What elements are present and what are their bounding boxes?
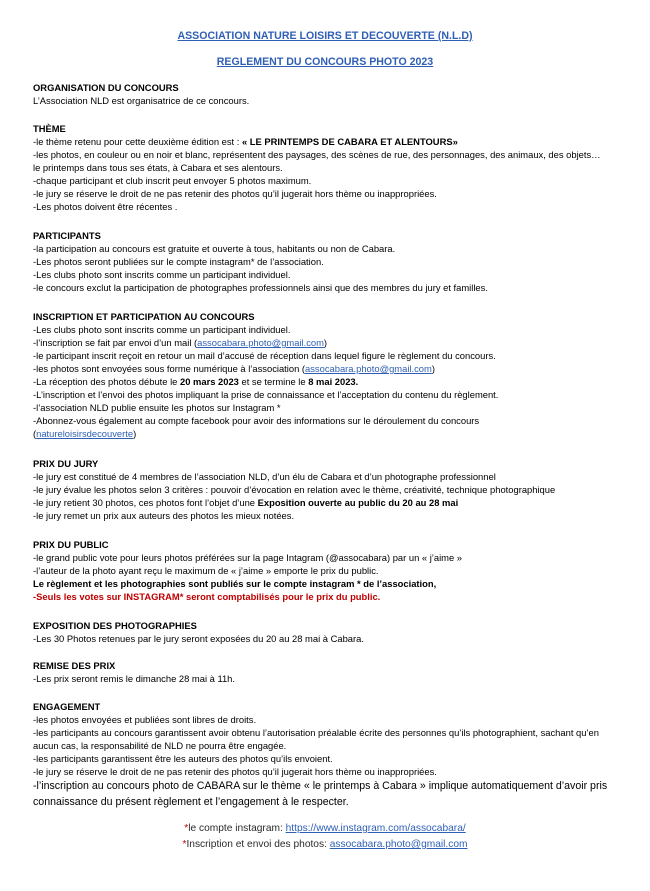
paragraph: -Les photos seront publiées sur le compte instagram* de l’association. xyxy=(33,256,324,267)
paragraph: L’Association NLD est organisatrice de ce concours. xyxy=(33,95,250,106)
paragraph xyxy=(33,496,633,509)
text: -le jury retient 30 photos, ces photos font l’objet d’une xyxy=(33,497,258,508)
text: -les photos sont envoyées sous forme numérique à l’association ( xyxy=(33,363,306,374)
paragraph: -l’association NLD publie ensuite les photos sur Instagram * xyxy=(33,402,281,413)
end-date: 8 mai 2023. xyxy=(308,376,359,387)
paragraph: -le jury est constitué de 4 membres de l’association NLD, d’un élu de Cabara et d’un photographe professionnel xyxy=(33,471,496,482)
paragraph xyxy=(33,336,633,349)
section-heading: EXPOSITION DES PHOTOGRAPHIES xyxy=(33,620,197,631)
paragraph: -le jury évalue les photos selon 3 critères : pouvoir d’évocation en relation avec le thème, créativité, technique photographique xyxy=(33,484,556,495)
facebook-link[interactable]: natureloisirsdecouverte xyxy=(36,428,134,439)
paragraph: -le participant inscrit reçoit en retour un mail d’accusé de réception dans lequel figure le règlement du concours. xyxy=(33,350,496,361)
paragraph xyxy=(33,427,633,440)
asterisk: * xyxy=(182,839,187,850)
text: -l’inscription se fait par envoi d’un mail ( xyxy=(33,337,198,348)
section-inscription xyxy=(33,310,633,440)
text: -le thème retenu pour cette deuxième édition est : xyxy=(33,136,242,147)
paragraph: -Les 30 Photos retenues par le jury seront exposées du 20 au 28 mai à Cabara. xyxy=(33,633,364,644)
section-heading: REMISE DES PRIX xyxy=(33,660,116,671)
paragraph: -les photos envoyées et publiées sont libres de droits. xyxy=(33,714,257,725)
section-prix-jury xyxy=(33,457,633,522)
text: et se termine le xyxy=(238,376,309,387)
text: ) xyxy=(133,428,137,439)
paragraph: -les photos, en couleur ou en noir et blanc, représentent des paysages, des scènes de rue, des personnages, des animaux, des objets…le printemps dans tous ses états, à Cabara et ses alentours. xyxy=(33,149,601,173)
section-heading: THÈME xyxy=(33,123,66,134)
paragraph: -chaque participant et club inscrit peut envoyer 5 photos maximum. xyxy=(33,175,312,186)
paragraph: Le règlement et les photographies sont publiés sur le compte instagram * de l’association, xyxy=(33,578,437,589)
paragraph xyxy=(33,375,633,388)
paragraph: -Les photos doivent être récentes . xyxy=(33,201,178,212)
mail-link[interactable]: assocabara.photo@gmail.com xyxy=(329,839,468,850)
text: ) xyxy=(431,363,435,374)
paragraph: -le jury remet un prix aux auteurs des photos les mieux notées. xyxy=(33,510,295,521)
section-heading: ENGAGEMENT xyxy=(33,701,101,712)
section-organisation xyxy=(33,81,633,107)
text: ( xyxy=(33,428,37,439)
paragraph: -le jury se réserve le droit de ne pas retenir des photos qu’il jugerait hors thème ou inappropriées. xyxy=(33,188,437,199)
association-title: ASSOCIATION NATURE LOISIRS ET DECOUVERTE (N.L.D) xyxy=(177,30,473,42)
theme-name: « LE PRINTEMPS DE CABARA ET ALENTOURS» xyxy=(241,136,458,147)
section-theme xyxy=(33,122,633,213)
section-prix-public xyxy=(33,538,633,603)
footer-mail xyxy=(0,839,650,850)
text: -La réception des photos débute le xyxy=(33,376,180,387)
email-link[interactable]: assocabara.photo@gmail.com xyxy=(197,337,324,348)
paragraph xyxy=(33,362,633,375)
footer-instagram xyxy=(0,823,650,834)
section-heading: ORGANISATION DU CONCOURS xyxy=(33,82,179,93)
asterisk: * xyxy=(184,823,189,834)
paragraph: -Les clubs photo sont inscrits comme un participant individuel. xyxy=(33,269,291,280)
section-engagement xyxy=(33,700,633,810)
section-heading: INSCRIPTION ET PARTICIPATION AU CONCOURS xyxy=(33,311,255,322)
section-heading: PRIX DU JURY xyxy=(33,458,99,469)
text: ) xyxy=(323,337,328,348)
instagram-link[interactable]: https://www.instagram.com/assocabara/ xyxy=(285,823,466,834)
exposition-dates: Exposition ouverte au public du 20 au 28 mai xyxy=(257,497,459,508)
section-heading: PARTICIPANTS xyxy=(33,230,101,241)
section-participants xyxy=(33,229,633,294)
footer-label: le compte instagram: xyxy=(188,823,286,834)
paragraph: -la participation au concours est gratuite et ouverte à tous, habitants ou non de Cabara. xyxy=(33,243,396,254)
paragraph: -le grand public vote pour leurs photos préférées sur la page Intagram (@assocabara) par un « j’aime » xyxy=(33,552,463,563)
paragraph-warning: -Seuls les votes sur INSTAGRAM* seront comptabilisés pour le prix du public. xyxy=(33,591,381,602)
paragraph: -les participants au concours garantissent avoir obtenu l’autorisation préalable écrite des personnes qu’ils photographient, sachant qu’en aucun cas, la responsabilité de NLD ne pourra être engagée. xyxy=(33,727,599,751)
paragraph: -l’auteur de la photo ayant reçu le maximum de « j’aime » emporte le prix du public. xyxy=(33,565,379,576)
start-date: 20 mars 2023 xyxy=(179,376,239,387)
reglement-title: REGLEMENT DU CONCOURS PHOTO 2023 xyxy=(216,56,434,68)
section-heading: PRIX DU PUBLIC xyxy=(33,539,109,550)
section-remise xyxy=(33,659,633,685)
email-link[interactable]: assocabara.photo@gmail.com xyxy=(305,363,432,374)
paragraph: -Abonnez-vous également au compte facebook pour avoir des informations sur le déroulement du concours xyxy=(33,415,480,426)
paragraph: -L’inscription et l’envoi des photos impliquant la prise de connaissance et l’acceptation du contenu du règlement. xyxy=(33,389,499,400)
paragraph: -Les clubs photo sont inscrits comme un participant individuel. xyxy=(33,324,291,335)
paragraph: -le concours exclut la participation de photographes professionnels ainsi que des membres du jury et familles. xyxy=(33,282,488,293)
section-exposition xyxy=(33,619,633,645)
paragraph: -l’inscription au concours photo de CABARA sur le thème « le printemps à Cabara » implique automatiquement d’avoir pris connaissance du présent règlement et l’engagement à le respecter. xyxy=(33,780,608,808)
paragraph: -Les prix seront remis le dimanche 28 mai à 11h. xyxy=(33,673,236,684)
paragraph xyxy=(33,135,633,148)
paragraph: -les participants garantissent être les auteurs des photos qu’ils envoient. xyxy=(33,753,333,764)
paragraph: -le jury se réserve le droit de ne pas retenir des photos qu’il jugerait hors thème ou inappropriées. xyxy=(33,766,437,777)
footer-label: Inscription et envoi des photos: xyxy=(186,839,330,850)
